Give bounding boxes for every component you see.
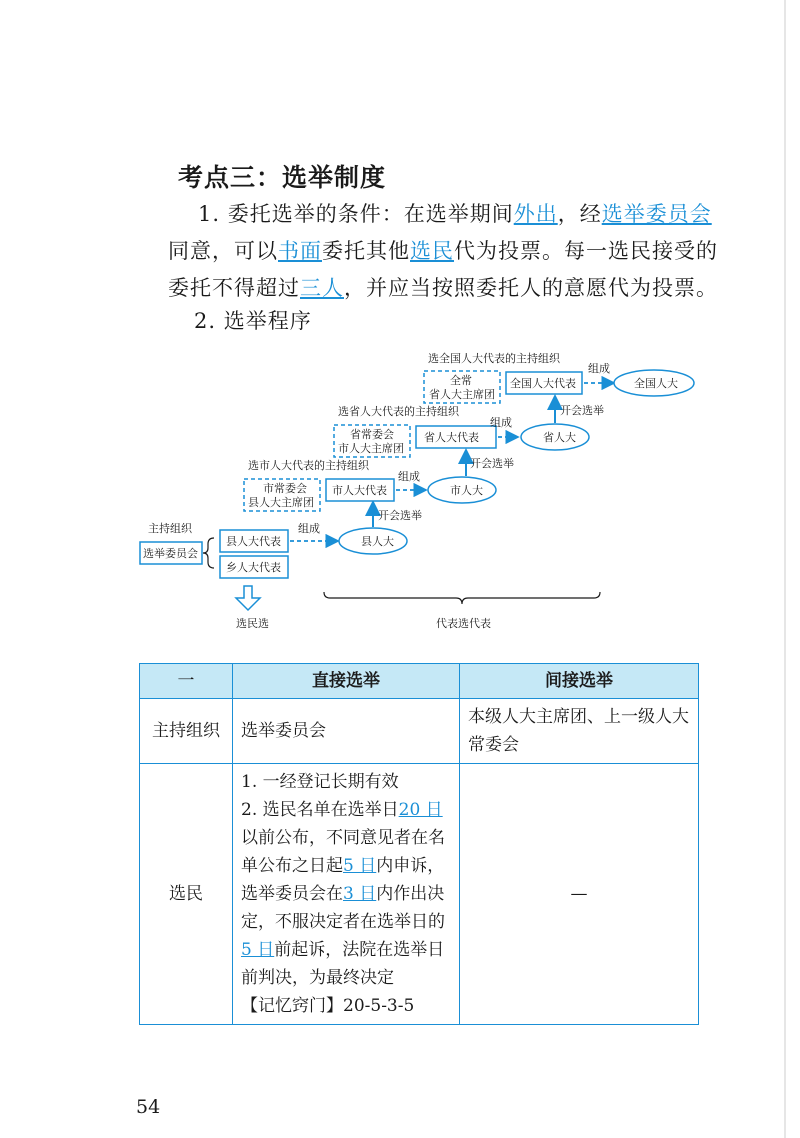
nat-host-line1: 全常 [450,374,472,387]
table-cell: 本级人大主席团、上一级人大常委会 [460,699,699,764]
keyword-underline: 外出 [513,202,558,226]
city-rep-label: 市人大代表 [332,484,387,497]
para-text: 委托其他 [322,239,410,263]
brace-icon [324,592,600,604]
city-host-line1: 市常委会 [263,482,307,495]
cell-text: 前起诉，法院在选举日前判决，为最终决定 [241,940,445,988]
form-label: 组成 [490,416,512,429]
county-rep-label: 县人大代表 [226,535,281,548]
city-host-line2: 县人大主席团 [248,496,314,509]
city-congress-label: 市人大 [450,484,483,497]
brace-icon [203,538,214,568]
table-header-cell: 一 [140,664,233,699]
page-number: 54 [136,1096,161,1118]
cell-line: 1. 一经登记长期有效 [241,772,399,792]
table-cell: — [460,764,699,1025]
para-text: 同意，可以 [168,239,278,263]
cell-para [241,796,451,992]
para-text: ，经 [557,202,602,226]
table-cell: 选举委员会 [233,699,460,764]
nat-rep-label: 全国人大代表 [510,377,576,390]
subheading-procedure: 2. 选举程序 [194,309,312,333]
meet-label: 开会选举 [378,509,422,522]
prov-host-line1: 省常委会 [350,428,394,441]
committee-label: 选举委员会 [143,547,198,560]
direct-label: 选民选 [236,617,269,630]
table-header-row [140,664,699,699]
row-label: 选民 [140,764,233,1025]
para-text: 1. 委托选举的条件：在选举期间 [198,202,514,226]
keyword-underline: 5 日 [241,940,275,960]
cell-text: 内申诉，选举委员会在 [241,856,445,904]
row-label: 主持组织 [140,699,233,764]
table-header-cell: 间接选举 [460,664,699,699]
keyword-underline: 选民 [410,239,454,263]
form-label: 组成 [398,470,420,483]
keyword-underline: 书面 [278,239,322,263]
city-host-label: 选市人大代表的主持组织 [248,459,369,472]
indirect-label: 代表选代表 [436,617,491,630]
cell-text: 内作出决定，不服决定者在选举日的 [241,884,445,932]
nat-congress-label: 全国人大 [634,377,678,390]
county-congress-label: 县人大 [361,535,394,548]
meet-label: 开会选举 [470,457,514,470]
table-cell-voters [233,764,460,1025]
para-text: 代为投票。每一选民接受的委托不得超过 [168,239,718,300]
cell-text: 2. 选民名单在选举日 [241,800,399,820]
comparison-table [139,663,699,1025]
mnemonic: 【记忆窍门】20-5-3-5 [241,996,415,1016]
prov-host-label: 选省人大代表的主持组织 [338,405,459,418]
form-label: 组成 [588,362,610,375]
down-arrow-icon [236,586,260,610]
table-header-cell: 直接选举 [233,664,460,699]
nat-host-label: 选全国人大代表的主持组织 [428,352,560,365]
keyword-underline: 选举委员会 [601,202,712,226]
keyword-underline: 20 日 [398,800,443,820]
keyword-underline: 5 日 [343,856,377,876]
prov-congress-label: 省人大 [543,431,576,444]
para-text: ，并应当按照委托人的意愿代为投票。 [344,276,718,300]
table-row [140,764,699,1025]
township-rep-label: 乡人大代表 [226,561,281,574]
cell-text: 以前公布，不同意见者在名单公布之日起 [241,828,445,876]
keyword-underline: 三人 [300,276,344,300]
prov-host-line2: 市人大主席团 [338,442,404,455]
section-heading: 考点三：选举制度 [178,163,387,192]
nat-host-line2: 省人大主席团 [429,388,495,401]
host-label: 主持组织 [148,522,192,535]
keyword-underline: 3 日 [343,884,377,904]
meet-label: 开会选举 [560,404,604,417]
table-row [140,699,699,764]
form-label: 组成 [298,522,320,535]
prov-rep-label: 省人大代表 [424,431,479,444]
